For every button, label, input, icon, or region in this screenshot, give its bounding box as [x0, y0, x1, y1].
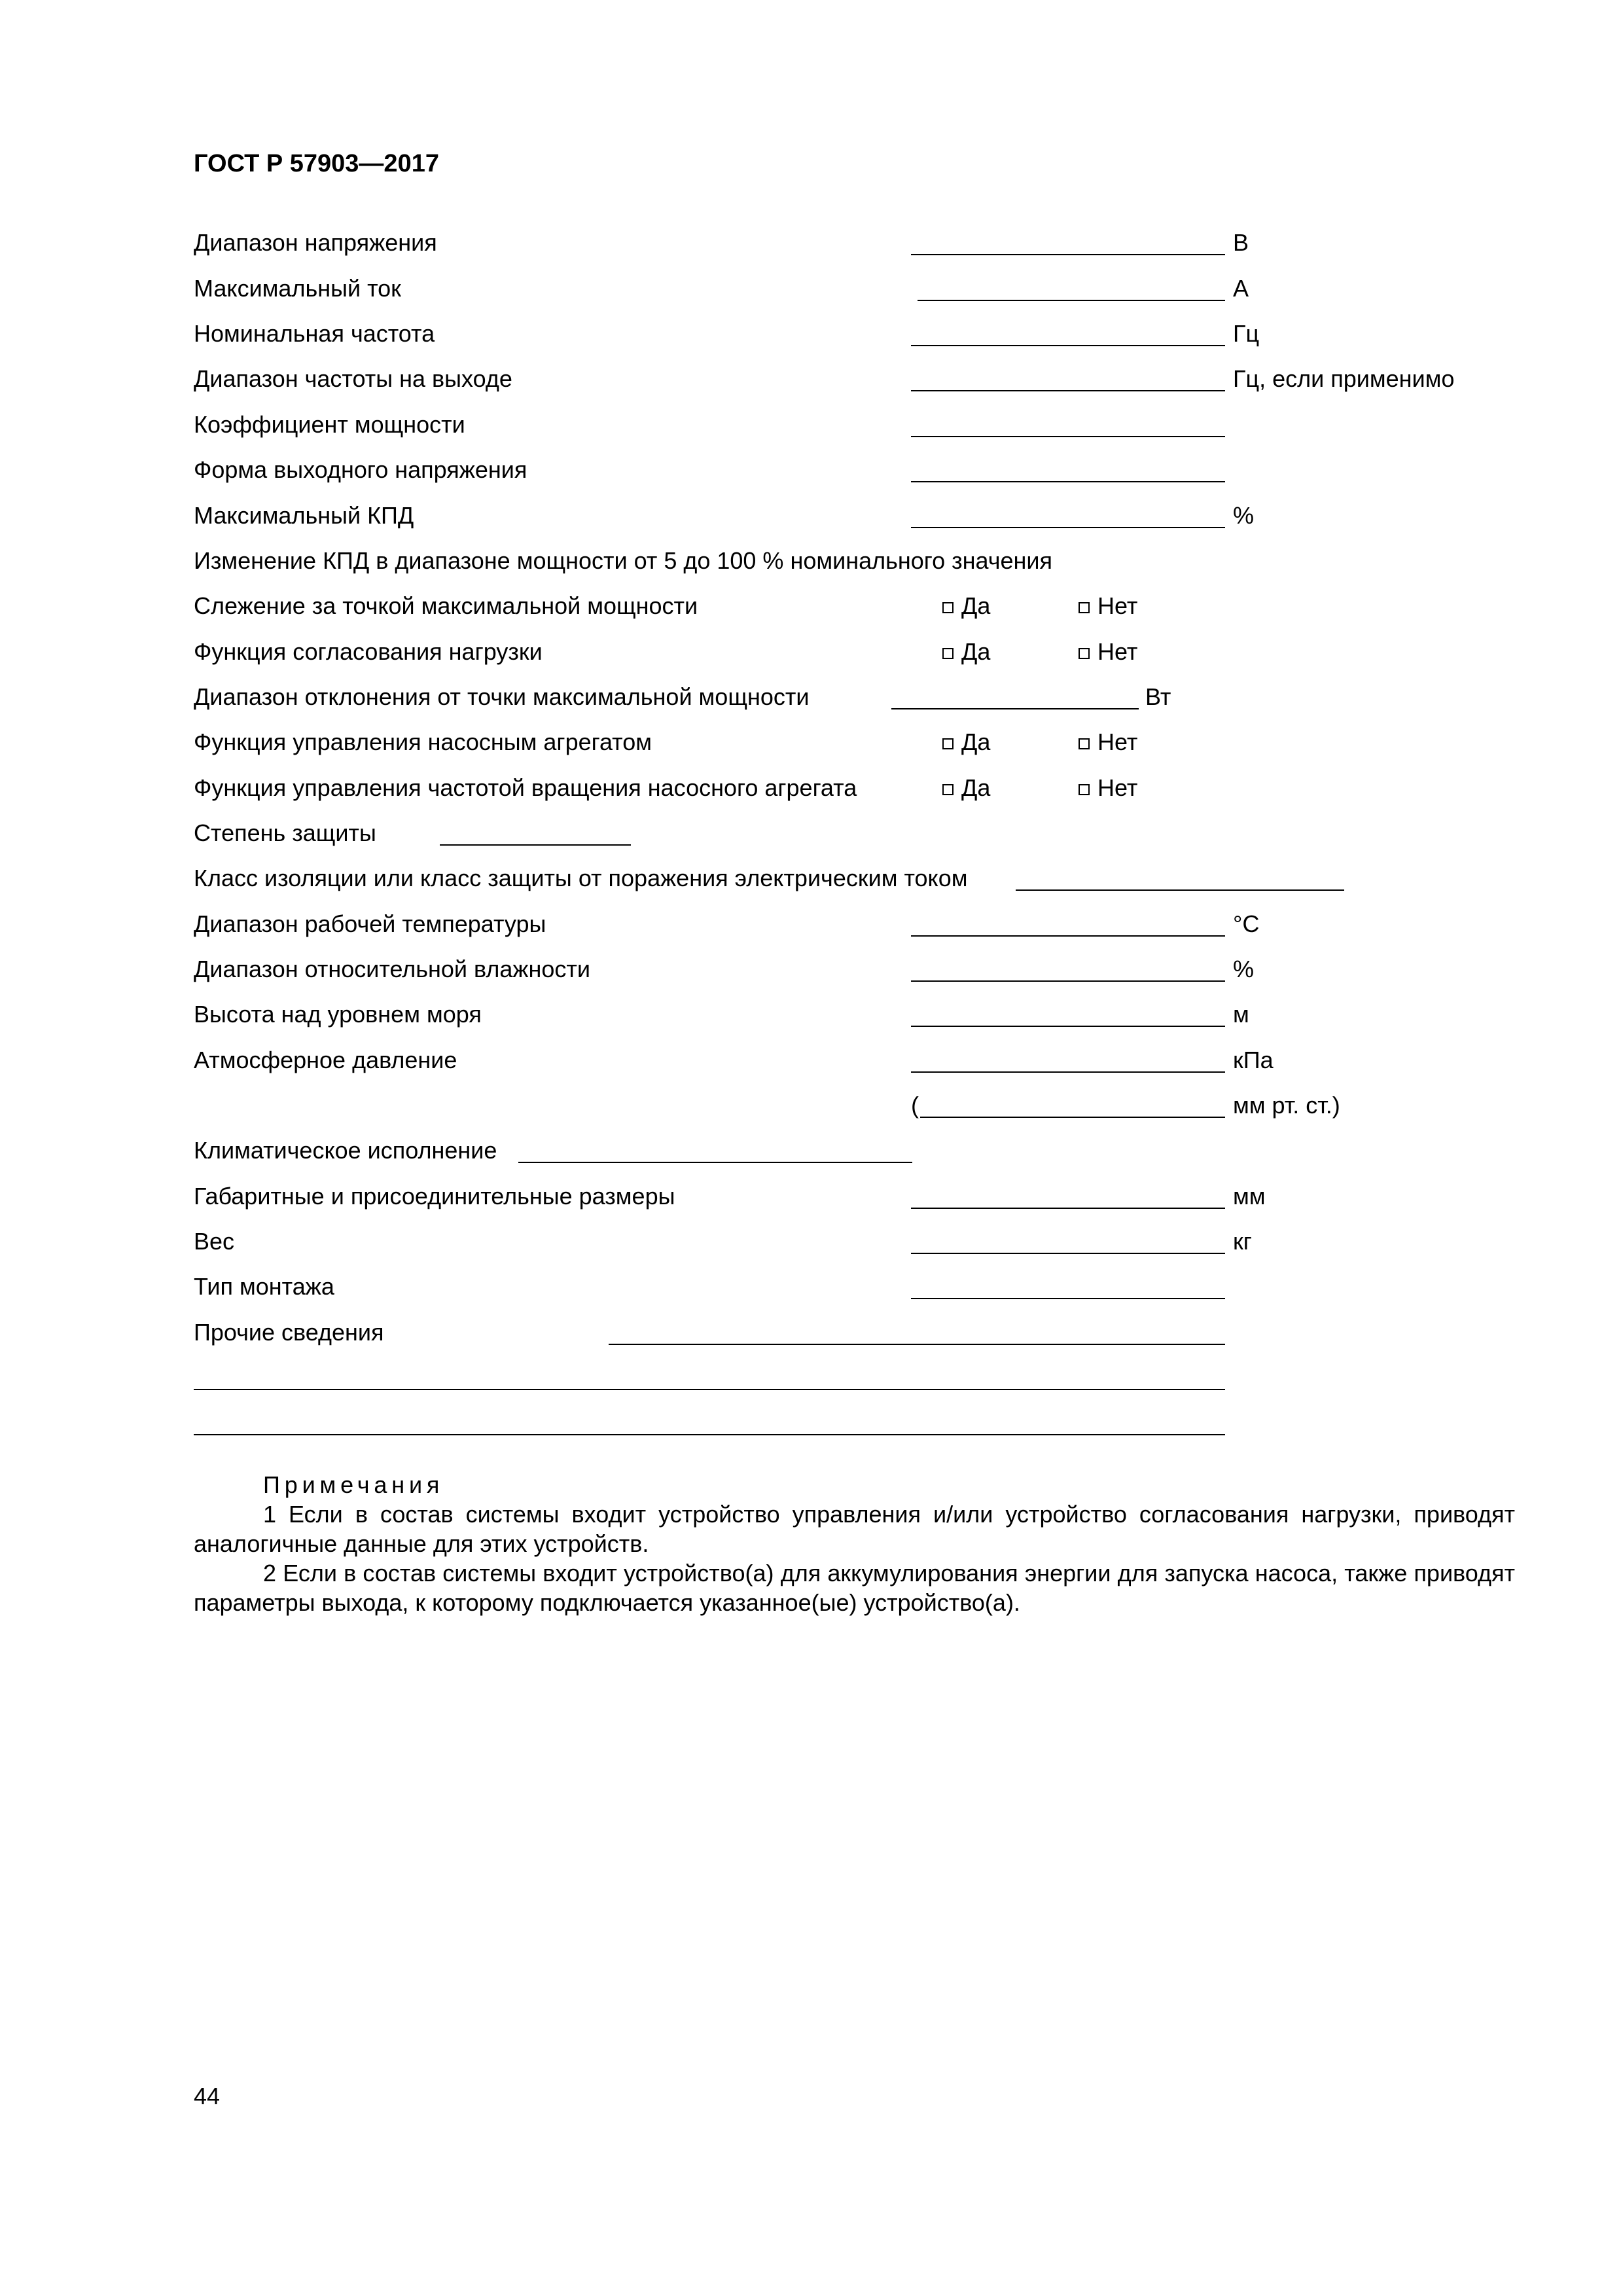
pump-control-no-checkbox[interactable] — [1079, 738, 1090, 749]
pump-speed-control-yes-checkbox[interactable] — [942, 784, 954, 795]
note-item-1: 1 Если в состав системы входит устройство управления и/или устройство согласования нагрузки, приводят аналогичные данные для этих устройств. — [194, 1501, 1515, 1557]
pump-control-no-label: Нет — [1097, 728, 1138, 755]
load-matching-no-label: Нет — [1097, 638, 1138, 665]
output-voltage-form-field[interactable] — [911, 481, 1225, 482]
load-matching-yes-option[interactable] — [942, 640, 990, 664]
notes-title: Примечания — [263, 1471, 444, 1498]
altitude-unit: м — [1233, 1001, 1249, 1028]
max-efficiency-field[interactable] — [911, 527, 1225, 528]
load-matching-yes-label: Да — [961, 638, 991, 665]
dimensions-label: Габаритные и присоединительные размеры — [194, 1183, 675, 1210]
insulation-class-label: Класс изоляции или класс защиты от поражения электрическим током — [194, 865, 968, 891]
load-matching-label: Функция согласования нагрузки — [194, 638, 543, 665]
mounting-type-label: Тип монтажа — [194, 1273, 334, 1300]
atmospheric-pressure-label: Атмосферное давление — [194, 1047, 457, 1073]
max-efficiency-label: Максимальный КПД — [194, 502, 414, 529]
operating-temperature-field[interactable] — [911, 935, 1225, 937]
pump-control-no-option[interactable] — [1079, 730, 1137, 754]
mppt-yes-checkbox[interactable] — [942, 602, 954, 613]
relative-humidity-field[interactable] — [911, 980, 1225, 982]
efficiency-change-label: Изменение КПД в диапазоне мощности от 5 до 100 % номинального значения — [194, 547, 1053, 574]
dimensions-field[interactable] — [911, 1208, 1225, 1209]
protection-degree-label: Степень защиты — [194, 819, 376, 846]
pump-speed-control-no-option[interactable] — [1079, 776, 1137, 800]
dimensions-unit: мм — [1233, 1183, 1266, 1210]
protection-degree-field[interactable] — [440, 844, 631, 846]
page-number: 44 — [194, 2083, 221, 2109]
operating-temperature-unit: °С — [1233, 910, 1260, 937]
mpp-deviation-range-label: Диапазон отклонения от точки максимальной мощности — [194, 683, 810, 710]
nominal-frequency-unit: Гц — [1233, 320, 1260, 347]
mppt-no-label: Нет — [1097, 592, 1138, 619]
relative-humidity-label: Диапазон относительной влажности — [194, 956, 590, 982]
mppt-no-option[interactable] — [1079, 594, 1137, 618]
mpp-deviation-range-unit: Вт — [1145, 683, 1171, 710]
voltage-range-unit: В — [1233, 229, 1249, 256]
pump-speed-control-yes-label: Да — [961, 774, 991, 801]
pump-speed-control-yes-option[interactable] — [942, 776, 990, 800]
atmospheric-pressure-unit: кПа — [1233, 1047, 1274, 1073]
pump-control-yes-label: Да — [961, 728, 991, 755]
pressure-alt-open-paren: ( — [911, 1092, 919, 1119]
climatic-version-field[interactable] — [518, 1162, 912, 1163]
relative-humidity-unit: % — [1233, 956, 1255, 982]
mppt-label: Слежение за точкой максимальной мощности — [194, 592, 698, 619]
voltage-range-field[interactable] — [911, 254, 1225, 255]
mppt-yes-label: Да — [961, 592, 991, 619]
other-info-label: Прочие сведения — [194, 1319, 384, 1346]
altitude-field[interactable] — [911, 1026, 1225, 1027]
pump-speed-control-no-label: Нет — [1097, 774, 1138, 801]
weight-unit: кг — [1233, 1228, 1252, 1255]
other-info-field-line-3[interactable] — [194, 1434, 1225, 1435]
mppt-no-checkbox[interactable] — [1079, 602, 1090, 613]
pressure-mmhg-field[interactable] — [920, 1117, 1225, 1118]
mppt-yes-option[interactable] — [942, 594, 990, 618]
load-matching-no-option[interactable] — [1079, 640, 1137, 664]
mpp-deviation-range-field[interactable] — [891, 708, 1139, 709]
power-factor-label: Коэффициент мощности — [194, 411, 465, 438]
pump-speed-control-no-checkbox[interactable] — [1079, 784, 1090, 795]
weight-field[interactable] — [911, 1253, 1225, 1254]
max-current-unit: А — [1233, 275, 1249, 302]
operating-temperature-label: Диапазон рабочей температуры — [194, 910, 546, 937]
max-current-label: Максимальный ток — [194, 275, 401, 302]
output-frequency-range-unit: Гц, если применимо — [1233, 365, 1455, 392]
altitude-label: Высота над уровнем моря — [194, 1001, 482, 1028]
output-frequency-range-label: Диапазон частоты на выходе — [194, 365, 512, 392]
mounting-type-field[interactable] — [911, 1298, 1225, 1299]
load-matching-no-checkbox[interactable] — [1079, 648, 1090, 659]
weight-label: Вес — [194, 1228, 235, 1255]
climatic-version-label: Климатическое исполнение — [194, 1137, 497, 1164]
load-matching-yes-checkbox[interactable] — [942, 648, 954, 659]
note-item-2: 2 Если в состав системы входит устройство(а) для аккумулирования энергии для запуска насоса, также приводят параметры выхода, к которому подключается указанное(ые) устройство(а). — [194, 1560, 1515, 1616]
insulation-class-field[interactable] — [1016, 889, 1344, 891]
output-voltage-form-label: Форма выходного напряжения — [194, 456, 527, 483]
pump-speed-control-label: Функция управления частотой вращения насосного агрегата — [194, 774, 857, 801]
voltage-range-label: Диапазон напряжения — [194, 229, 437, 256]
power-factor-field[interactable] — [911, 436, 1225, 437]
pressure-mmhg-unit: мм рт. ст.) — [1233, 1092, 1340, 1119]
pump-control-yes-checkbox[interactable] — [942, 738, 954, 749]
nominal-frequency-label: Номинальная частота — [194, 320, 435, 347]
pump-control-label: Функция управления насосным агрегатом — [194, 728, 652, 755]
atmospheric-pressure-field[interactable] — [911, 1071, 1225, 1073]
max-current-field[interactable] — [918, 300, 1225, 301]
notes-section — [194, 1470, 1515, 1617]
max-efficiency-unit: % — [1233, 502, 1255, 529]
pump-control-yes-option[interactable] — [942, 730, 990, 754]
nominal-frequency-field[interactable] — [911, 345, 1225, 346]
other-info-field-line-2[interactable] — [194, 1389, 1225, 1390]
document-header: ГОСТ Р 57903—2017 — [194, 150, 439, 177]
other-info-field[interactable] — [609, 1344, 1225, 1345]
output-frequency-range-field[interactable] — [911, 390, 1225, 391]
